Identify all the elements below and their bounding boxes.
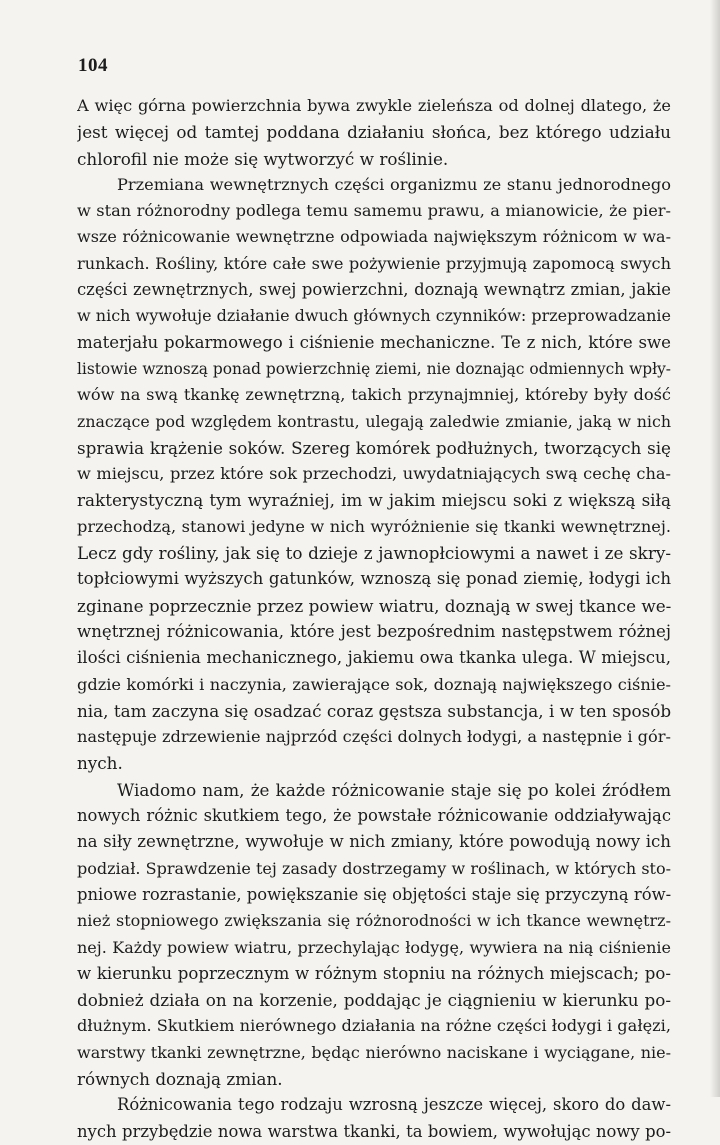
text-line: podział. Sprawdzenie tej zasady dostrzegamy w roślinach, w których sto-	[77, 858, 671, 878]
text-line: wnętrznej różnicowania, które jest bezpośrednim następstwem różnej	[77, 621, 671, 641]
text-line: w stan różnorodny podlega temu samemu prawu, a mianowicie, że pier-	[77, 201, 671, 221]
text-line: chlorofil nie może się wytworzyć w roślinie.	[77, 148, 449, 169]
text-line: rakterystyczną tym wyraźniej, im w jakim miejscu soki z większą siłą	[77, 490, 671, 511]
body-text	[77, 93, 671, 1145]
text-line: przechodzą, stanowi jedyne w nich wyróżnienie się tkanki wewnętrznej.	[77, 516, 671, 536]
text-line: runkach. Rośliny, które całe swe pożywienie przyjmują zapomocą swych	[77, 253, 671, 273]
text-line: nych.	[77, 753, 123, 774]
text-line: gdzie komórki i naczynia, zawierające sok, doznają największego ciśnie-	[77, 674, 671, 694]
text-line: A więc górna powierzchnia bywa zwykle zieleńsza od dolnej dlatego, że	[77, 96, 671, 115]
text-line: topłciowymi wyższych gatunków, wznoszą się ponad ziemię, łodygi ich	[77, 569, 671, 589]
page-number: 104	[78, 55, 108, 76]
text-line: zginane poprzecznie przez powiew wiatru, doznają w swej tkance we-	[77, 595, 671, 616]
text-line: listowie wznoszą ponad powierzchnię ziemi, nie doznając odmiennych wpły-	[77, 359, 671, 378]
text-line: sprawia krążenie soków. Szereg komórek podłużnych, tworzących się	[77, 437, 671, 458]
text-line: Wiadomo nam, że każde różnicowanie staje się po kolei źródłem	[117, 779, 671, 800]
text-line: w kierunku poprzecznym w różnym stopniu na różnych miejscach; po-	[77, 963, 671, 983]
page-edge-shadow	[710, 0, 720, 1097]
text-line: wsze różnicowanie wewnętrzne odpowiada największym różnicom w wa-	[77, 227, 671, 247]
text-line: pniowe rozrastanie, powiększanie się objętości staje się przyczyną rów-	[77, 884, 671, 904]
text-line: warstwy tkanki zewnętrzne, będąc nierówno naciskane i wyciągane, nie-	[77, 1042, 671, 1062]
text-line: materjału pokarmowego i ciśnienie mechaniczne. Te z nich, które swe	[77, 332, 671, 352]
text-line: Lecz gdy rośliny, jak się to dzieje z jawnopłciowymi a nawet i ze skry-	[77, 543, 671, 564]
text-line: znaczące pod względem kontrastu, ulegają zaledwie zmianie, jaką w nich	[77, 411, 671, 431]
text-line: równych doznają zmian.	[77, 1068, 283, 1089]
text-line: nej. Każdy powiew wiatru, przechylając łodygę, wywiera na nią ciśnienie	[77, 937, 671, 957]
text-line: nowych różnic skutkiem tego, że powstałe różnicowanie oddziaływając	[77, 806, 671, 826]
text-line: ilości ciśnienia mechanicznego, jakiemu owa tkanka ulega. W miejscu,	[77, 648, 671, 668]
text-line: nia, tam zaczyna się osadzać coraz gęstsza substancja, i w ten sposób	[77, 700, 671, 721]
text-line: dłużnym. Skutkiem nierównego działania na różne części łodygi i gałęzi,	[77, 1016, 671, 1036]
text-line: dobnież działa on na korzenie, poddając je ciągnieniu w kierunku po-	[77, 990, 671, 1011]
text-line: nych przybędzie nowa warstwa tkanki, ta bowiem, wywołując nowy po-	[77, 1121, 671, 1141]
text-line: w nich wywołuje działanie dwuch głównych czynników: przeprowadzanie	[77, 306, 671, 326]
text-line: następuje zdrzewienie najprzód części dolnych łodygi, a następnie i gór-	[77, 727, 671, 747]
text-line: Przemiana wewnętrznych części organizmu ze stanu jednorodnego	[117, 174, 671, 194]
text-line: wów na swą tkankę zewnętrzną, takich przynajmniej, któreby były dość	[77, 385, 671, 405]
text-line: części zewnętrznych, swej powierzchni, doznają wewnątrz zmian, jakie	[77, 280, 671, 300]
text-line: jest więcej od tamtej poddana działaniu słońca, bez którego udziału	[77, 122, 671, 143]
text-line: na siły zewnętrzne, wywołuje w nich zmiany, które powodują nowy ich	[77, 832, 671, 852]
text-line: Różnicowania tego rodzaju wzrosną jeszcze więcej, skoro do daw-	[117, 1095, 671, 1115]
text-line: w miejscu, przez które sok przechodzi, uwydatniających swą cechę cha-	[77, 464, 671, 484]
text-line: nież stopniowego zwiększania się różnorodności w ich tkance wewnętrz-	[77, 911, 671, 931]
